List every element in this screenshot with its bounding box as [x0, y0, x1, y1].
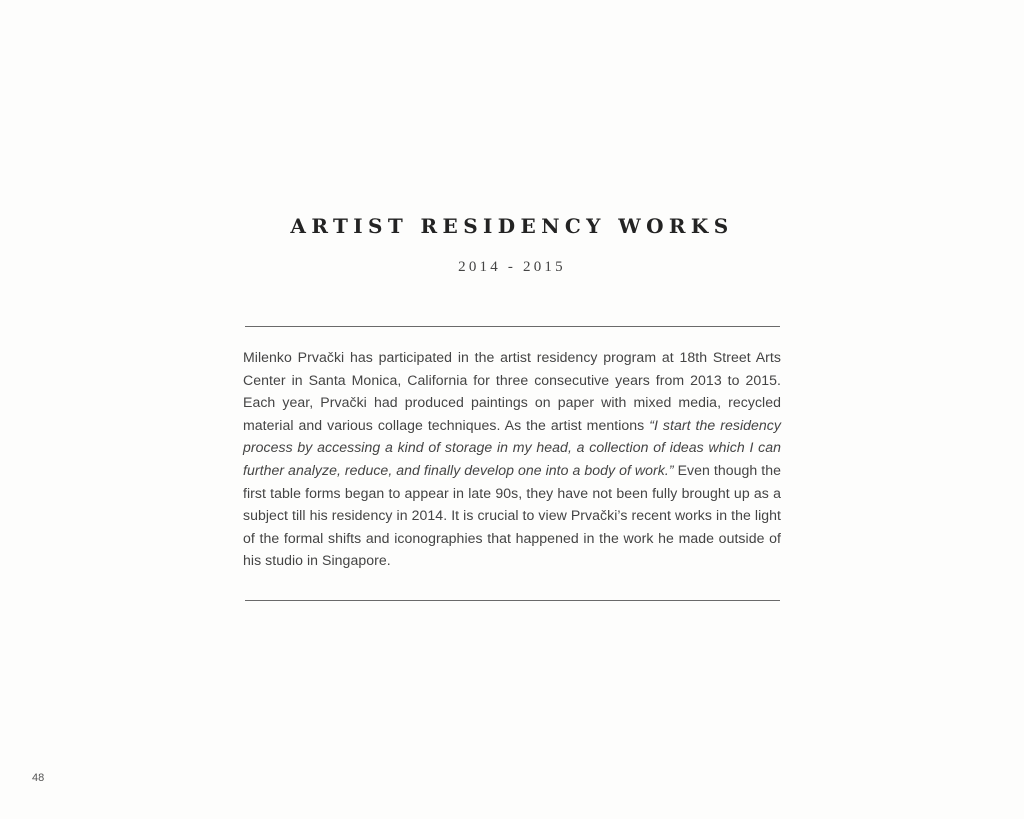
bottom-divider [245, 600, 780, 601]
body-paragraph [243, 346, 781, 572]
date-range-subtitle: 2014 - 2015 [458, 259, 566, 275]
body-text-part-1: Milenko Prvački has participated in the artist residency program at 18th Street Arts Center in Santa Monica, California for three consecutive years from 2013 to 2015. Each year, Prvački had produced paintings on paper with mixed media, recycled material and various collage techniques. As the artist mentions [243, 349, 781, 433]
top-divider [245, 326, 780, 327]
page-number: 48 [32, 772, 45, 784]
artist-quote: “I start the residency process by accessing a kind of storage in my head, a collection of ideas which I can further analyze, reduce, and finally develop one into a body of work.” [243, 416, 781, 478]
body-text-part-2: Even though the first table forms began to appear in late 90s, they have not been fully brought up as a subject till his residency in 2014. It is crucial to view Prvački’s recent works in the light of the formal shifts and iconographies that happened in the work he made outside of his studio in Singapore. [243, 461, 781, 569]
page-title: ARTIST RESIDENCY WORKS [290, 214, 734, 238]
